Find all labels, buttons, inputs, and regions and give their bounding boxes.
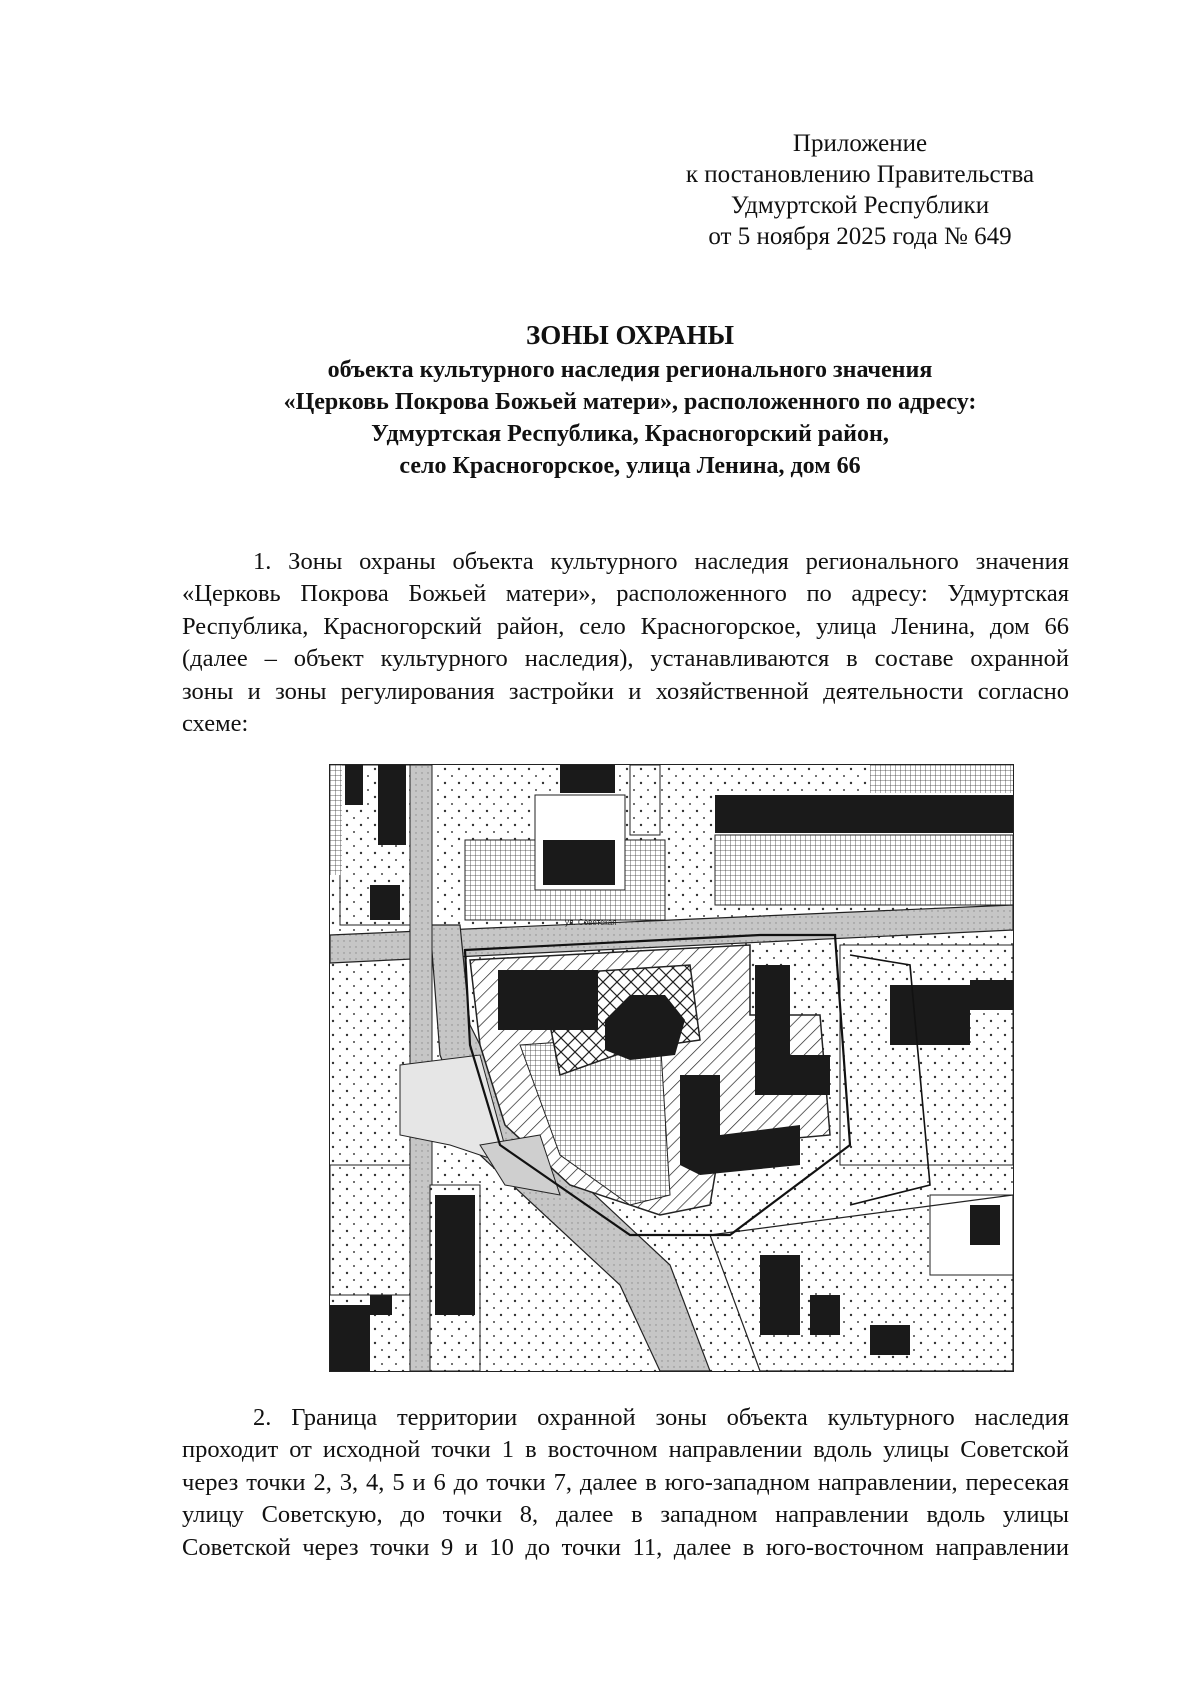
appendix-header xyxy=(640,128,1080,252)
title-line-1: объекта культурного наследия регионального значения xyxy=(327,357,933,383)
building xyxy=(970,1205,1000,1245)
paragraph-1-line: «Церковь Покрова Божьей матери», расположенного по адресу: Удмуртская xyxy=(182,580,1069,608)
building xyxy=(715,795,1013,833)
building xyxy=(345,765,363,805)
title-main: ЗОНЫ ОХРАНЫ xyxy=(526,320,734,350)
building xyxy=(370,885,400,920)
building xyxy=(330,1305,370,1371)
paragraph-2-line: улицу Советскую, до точки 8, далее в западном направлении вдоль улицы xyxy=(182,1501,1069,1529)
building xyxy=(560,765,615,793)
building xyxy=(970,980,1013,1010)
building xyxy=(378,765,406,845)
building-church-annex xyxy=(498,970,598,1030)
paragraph-2 xyxy=(182,1402,1069,1564)
appendix-line-3: Удмуртской Республики xyxy=(730,192,990,219)
paragraph-1-line: схеме: xyxy=(182,710,249,738)
building xyxy=(760,1255,800,1335)
appendix-line-1: Приложение xyxy=(792,130,928,157)
paragraph-2-line: проходит от исходной точки 1 в восточном направлении вдоль улицы Советской xyxy=(182,1436,1069,1464)
paragraph-2-line: через точки 2, 3, 4, 5 и 6 до точки 7, далее в юго-западном направлении, пересекая xyxy=(182,1468,1069,1496)
building xyxy=(870,1325,910,1355)
building xyxy=(435,1195,475,1315)
building xyxy=(890,985,970,1045)
paragraph-1-line: (далее – объект культурного наследия), устанавливаются в составе охранной xyxy=(182,645,1069,673)
paragraph-1-line: Республика, Красногорский район, село Красногорское, улица Ленина, дом 66 xyxy=(182,612,1069,640)
title-line-4: село Красногорское, улица Ленина, дом 66 xyxy=(399,453,861,479)
paragraph-2-line: 2. Граница территории охранной зоны объекта культурного наследия xyxy=(253,1404,1069,1431)
title-line-2: «Церковь Покрова Божьей матери», расположенного по адресу: xyxy=(283,389,977,415)
document-title xyxy=(170,318,1090,482)
paragraph-2-line: Советской через точки 9 и 10 до точки 11, далее в юго-восточном направлении xyxy=(182,1533,1069,1561)
paragraph-1-line: зоны и зоны регулирования застройки и хозяйственной деятельности согласно xyxy=(182,677,1069,705)
appendix-line-2: к постановлению Правительства xyxy=(685,161,1035,188)
building xyxy=(810,1295,840,1335)
paragraph-1-line: 1. Зоны охраны объекта культурного наследия регионального значения xyxy=(253,548,1069,575)
building xyxy=(543,840,615,885)
appendix-line-4: от 5 ноября 2025 года № 649 xyxy=(708,223,1012,250)
protection-zone-scheme-map xyxy=(329,764,1014,1372)
paragraph-1 xyxy=(182,546,1069,740)
title-line-3: Удмуртская Республика, Красногорский район, xyxy=(371,421,889,447)
street-label: ул. Советская xyxy=(565,918,617,927)
